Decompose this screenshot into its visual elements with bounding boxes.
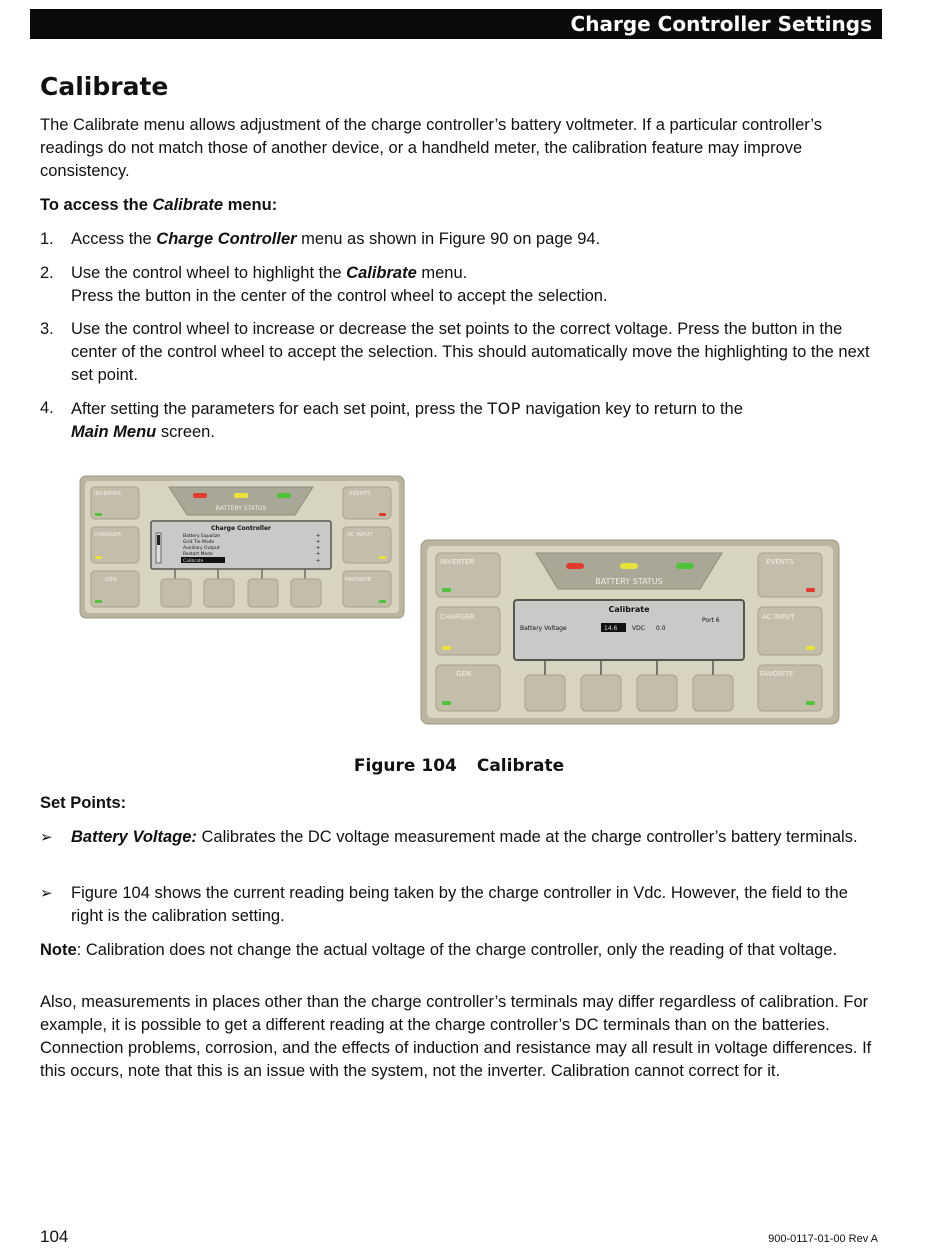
access-heading: To access the Calibrate menu:	[40, 196, 278, 214]
calibrate-menu-ref: Calibrate	[346, 264, 417, 282]
note-label: Note	[40, 941, 77, 959]
svg-text:AC INPUT: AC INPUT	[762, 613, 795, 621]
battery-status-label-small: BATTERY STATUS	[215, 505, 267, 512]
svg-text:CHARGER: CHARGER	[440, 613, 475, 621]
events-button-large	[758, 553, 822, 597]
svg-text:Restart Mode: Restart Mode	[183, 552, 213, 557]
inverter-button-large	[436, 553, 500, 597]
svg-text:+: +	[316, 539, 321, 545]
closing-paragraph: Also, measurements in places other than the charge controller’s terminals may differ regardless of calibration. For example, it is possible to get a different reading at the charge controller’s DC terminals than on the batteries. Connection problems, corrosion, and the effects of induction and resistance may all result in voltage differences. If this occurs, note that this is an issue with the system, not the inverter. Calibration cannot correct for it.	[40, 993, 872, 1080]
svg-text:Port 6: Port 6	[702, 617, 720, 624]
figure-caption	[0, 756, 918, 776]
svg-text:VDC: VDC	[632, 625, 645, 632]
led-yellow-small	[234, 493, 248, 498]
svg-text:CHARGER: CHARGER	[94, 532, 122, 538]
svg-text:+: +	[316, 551, 321, 557]
svg-text:Calibrate: Calibrate	[183, 559, 204, 564]
lcd-screen-small	[151, 521, 331, 569]
page-title: Calibrate	[40, 72, 169, 101]
led-red-large	[566, 563, 584, 569]
section-title: Charge Controller Settings	[570, 12, 872, 36]
section-header-bar	[30, 9, 882, 39]
arrow-bullet-icon: ➢	[40, 885, 53, 902]
gen-button-small	[91, 571, 139, 607]
svg-text:EVENTS: EVENTS	[349, 491, 371, 497]
ac-input-button-small	[343, 527, 391, 563]
svg-text:GEN: GEN	[105, 577, 117, 583]
set-points-heading: Set Points:	[40, 794, 127, 812]
system-display-large	[420, 539, 840, 725]
figure-title: Calibrate	[476, 756, 565, 776]
svg-text:Battery Equalize: Battery Equalize	[183, 534, 221, 539]
ac-input-button-large	[758, 607, 822, 655]
events-button-small	[343, 487, 391, 519]
top-key-label: TOP	[487, 399, 521, 418]
svg-text:+: +	[316, 558, 321, 564]
svg-text:Grid Tie Mode: Grid Tie Mode	[183, 540, 215, 545]
lcd-screen-large	[514, 600, 744, 660]
led-red-small	[193, 493, 207, 498]
main-menu-ref: Main Menu	[71, 423, 157, 441]
led-green-small	[277, 493, 291, 498]
led-yellow-large	[620, 563, 638, 569]
charger-button-small	[91, 527, 139, 563]
svg-text:Auxiliary Output: Auxiliary Output	[183, 546, 220, 551]
page-number: 104	[40, 1227, 69, 1246]
svg-text:+: +	[316, 533, 321, 539]
intro-paragraph: The Calibrate menu allows adjustment of the charge controller’s battery voltmeter. If a particular controller’s readings do not match those of another device, or a handheld meter, the calibration feature may improve consistency.	[40, 116, 822, 180]
document-id: 900-0117-01-00 Rev A	[768, 1233, 878, 1245]
svg-text:FAVORITE: FAVORITE	[345, 577, 372, 583]
gen-button-large	[436, 665, 500, 711]
access-menu-name: Calibrate	[152, 196, 224, 214]
battery-status-label-large: BATTERY STATUS	[595, 577, 663, 586]
svg-text:Calibrate: Calibrate	[608, 605, 650, 614]
svg-text:FAVORITE: FAVORITE	[760, 670, 794, 678]
svg-text:EVENTS: EVENTS	[766, 558, 794, 566]
inverter-button-small	[91, 487, 139, 519]
svg-text:INVERTER: INVERTER	[94, 491, 122, 497]
figure-number: Figure 104	[353, 756, 457, 776]
battery-voltage-label: Battery Voltage:	[71, 828, 197, 846]
svg-text:0.0: 0.0	[656, 625, 666, 632]
led-green-large	[676, 563, 694, 569]
svg-text:AC INPUT: AC INPUT	[347, 532, 373, 538]
favorite-button-large	[758, 665, 822, 711]
note-paragraph: Note: Calibration does not change the actual voltage of the charge controller, only the reading of that voltage.	[40, 941, 838, 959]
charge-controller-menu-ref: Charge Controller	[156, 230, 297, 248]
system-display-small	[79, 475, 405, 619]
svg-text:14.6: 14.6	[604, 625, 618, 632]
svg-text:Charge Controller: Charge Controller	[210, 525, 272, 532]
svg-text:+: +	[316, 545, 321, 551]
svg-text:GEN: GEN	[456, 670, 472, 678]
favorite-button-small	[343, 571, 391, 607]
svg-text:Battery Voltage: Battery Voltage	[520, 625, 567, 632]
svg-text:INVERTER: INVERTER	[440, 558, 475, 566]
charger-button-large	[436, 607, 500, 655]
arrow-bullet-icon: ➢	[40, 829, 53, 846]
